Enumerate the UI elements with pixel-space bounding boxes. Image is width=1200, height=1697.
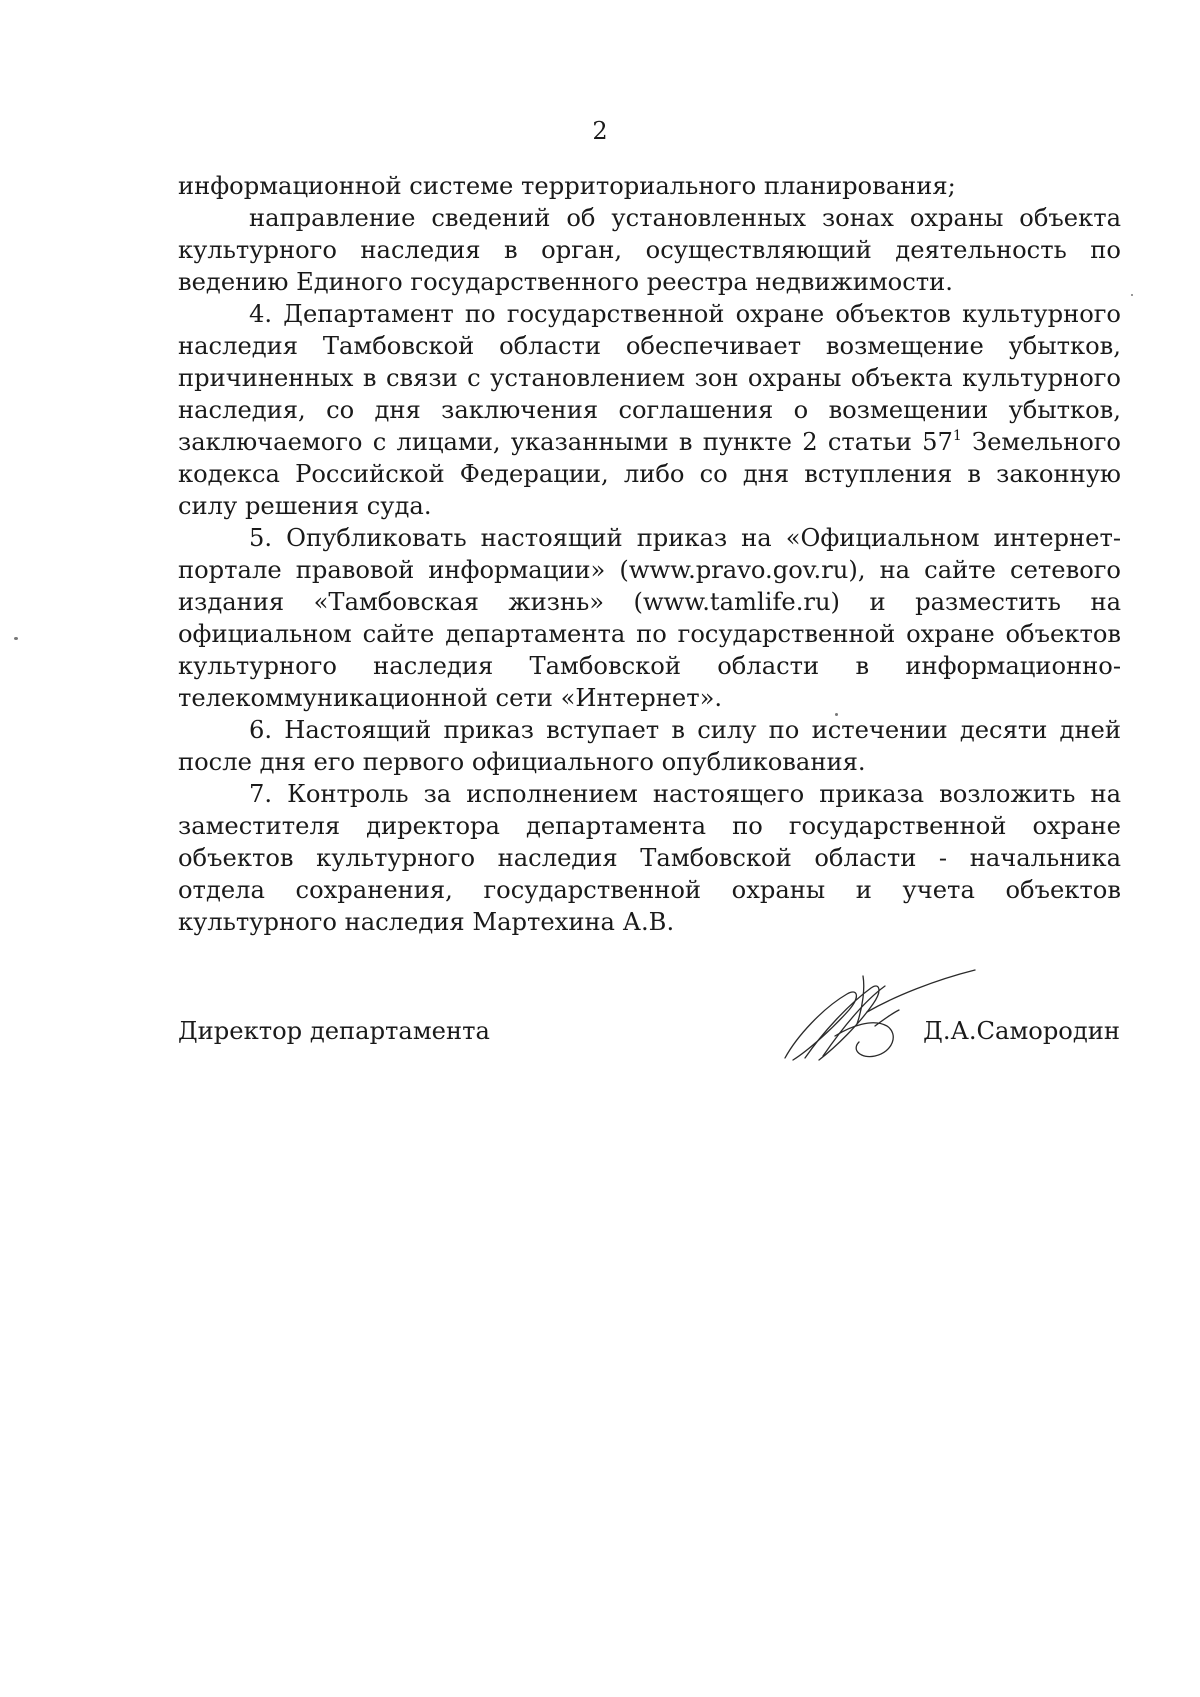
scan-speck <box>835 713 838 716</box>
paragraph-item-7: 7. Контроль за исполнением настоящего приказа возложить на заместителя директора департамента по государственной охране объектов культурного наследия Тамбовской области - начальника отдела сохранения, государственной охраны и учета объектов культурного наследия Мартехина А.В. <box>178 780 1121 936</box>
page-number: 2 <box>592 117 608 145</box>
signatory-position: Директор департамента <box>178 1017 490 1045</box>
paragraph-item-6: 6. Настоящий приказ вступает в силу по истечении десяти дней после дня его первого официального опубликования. <box>178 716 1121 776</box>
superscript-mark: 1 <box>952 428 962 444</box>
signatory-name: Д.А.Самородин <box>923 1017 1120 1045</box>
paragraph-item-4 <box>178 298 1121 522</box>
paragraph-item-5: 5. Опубликовать настоящий приказ на «Официальном интернет-портале правовой информации» (www.pravo.gov.ru), на сайте сетевого издания «Тамбовская жизнь» (www.tamlife.ru) и разместить на официальном сайте департамента по государственной охране объектов культурного наследия Тамбовской области в информационно-телекоммуникационной сети «Интернет». <box>178 524 1121 712</box>
paragraph-item-4-text-b: Земельного кодекса Российской Федерации, либо со дня вступления в законную силу решения суда. <box>178 428 1121 520</box>
paragraph-continuation: информационной системе территориального планирования; <box>178 172 956 200</box>
scan-speck <box>14 637 18 640</box>
paragraph-item-4-text-a: 4. Департамент по государственной охране объектов культурного наследия Тамбовской области обеспечивает возмещение убытков, причиненных в связи с установлением зон охраны объекта культурного наследия, со дня заключения соглашения о возмещении убытков, заключаемого с лицами, указанными в пункте 2 статьи 57 <box>178 300 1121 456</box>
document-body <box>178 170 1121 938</box>
paragraph-registry-notice: направление сведений об установленных зонах охраны объекта культурного наследия в орган, осуществляющий деятельность по ведению Единого государственного реестра недвижимости. <box>178 204 1121 296</box>
scan-speck <box>1131 294 1133 296</box>
